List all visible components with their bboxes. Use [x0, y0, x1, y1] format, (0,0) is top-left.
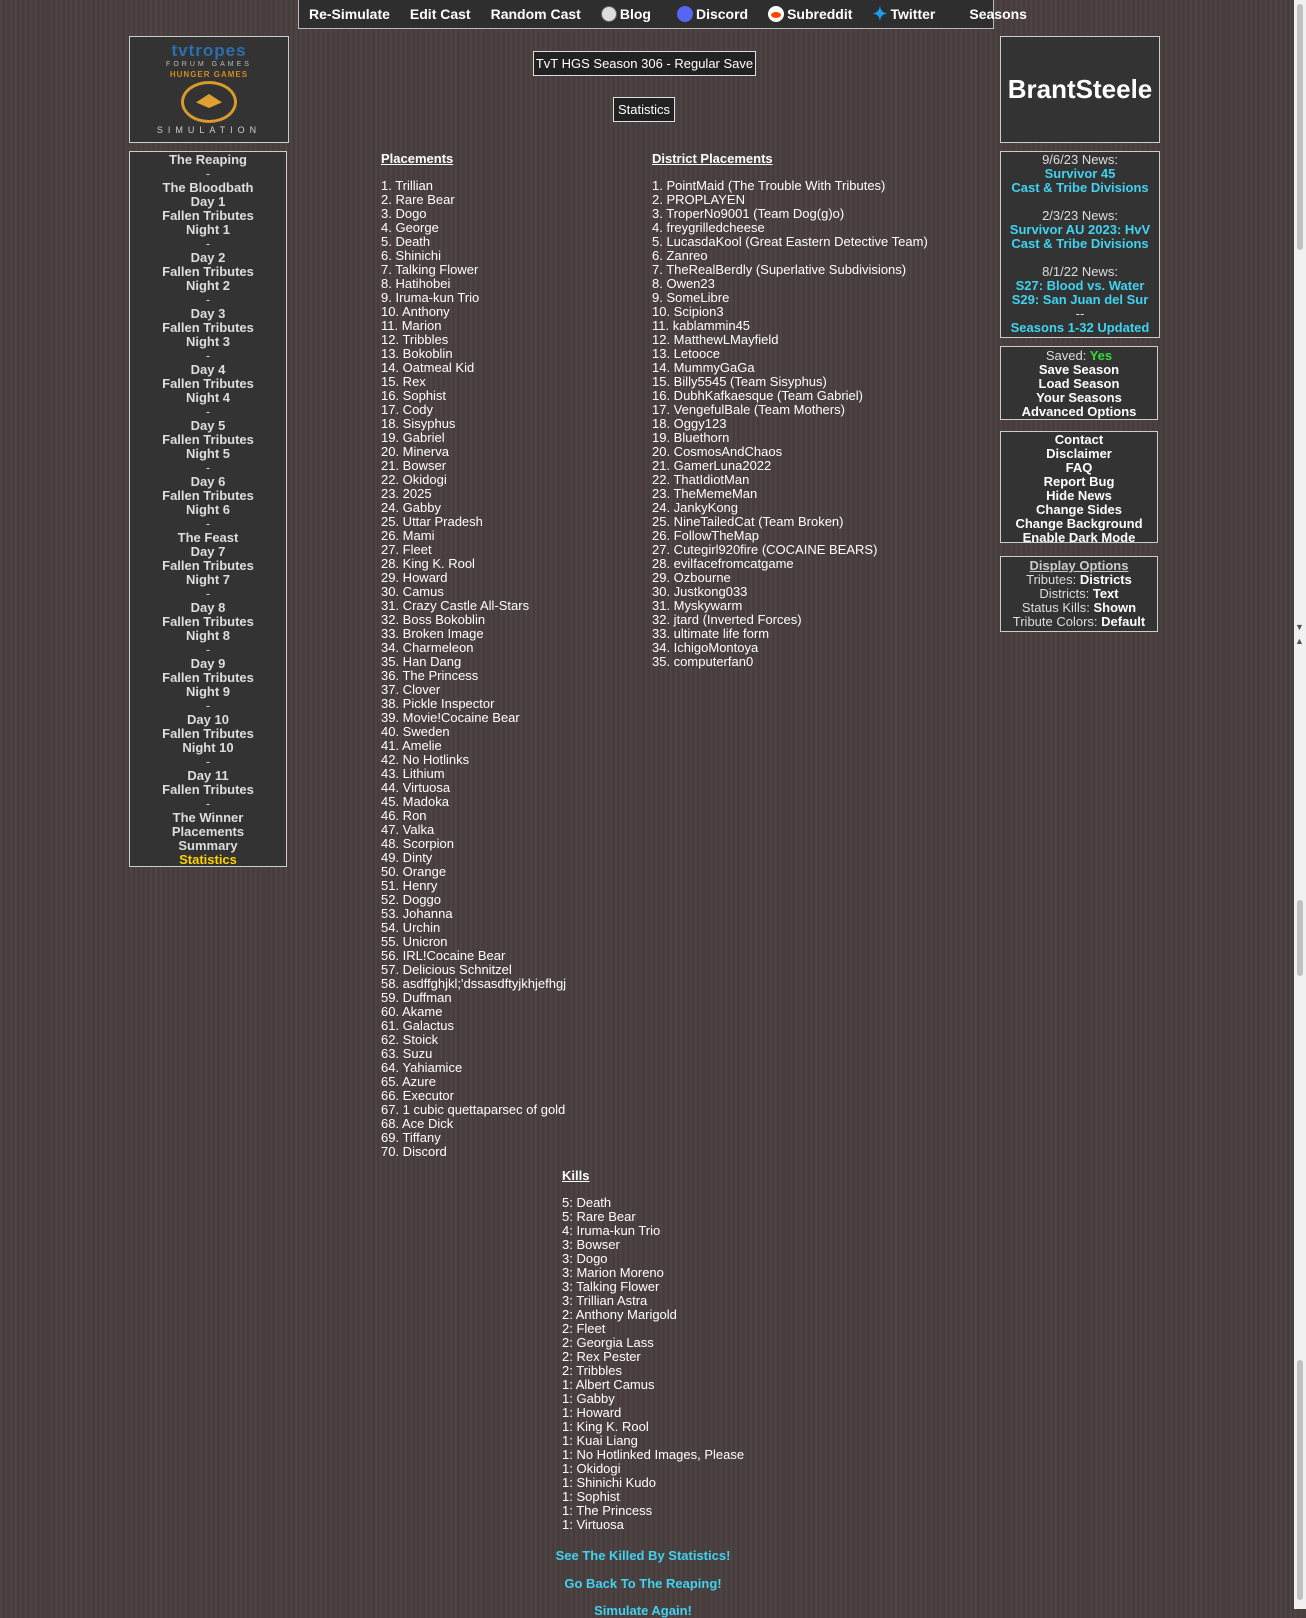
district-placement-item: 11. kablammin45: [652, 318, 751, 333]
kills-header: Kills: [562, 1168, 590, 1183]
display-option-key: Tributes:: [1026, 572, 1077, 587]
sidebar-item-fallen-tributes[interactable]: Fallen Tributes: [162, 432, 254, 447]
placement-item: 33. Broken Image: [381, 626, 484, 641]
re-simulate-link[interactable]: Re-Simulate: [309, 6, 390, 22]
news-link[interactable]: Cast & Tribe Divisions: [1011, 236, 1149, 251]
placement-item: 31. Crazy Castle All-Stars: [381, 598, 530, 613]
placement-item: 61. Galactus: [381, 1018, 454, 1033]
district-placement-item: 25. NineTailedCat (Team Broken): [652, 514, 844, 529]
display-option-value[interactable]: Shown: [1093, 600, 1137, 615]
misc-link-faq[interactable]: FAQ: [1065, 460, 1093, 475]
sidebar-separator: -: [205, 236, 211, 251]
kill-item: 3: Talking Flower: [562, 1279, 660, 1294]
sidebar-nav: [129, 151, 287, 867]
sidebar-item-day-9[interactable]: Day 9: [190, 656, 226, 671]
placement-item: 35. Han Dang: [381, 654, 462, 669]
kill-item: 3: Trillian Astra: [562, 1293, 648, 1308]
placement-item: 2. Rare Bear: [381, 192, 455, 207]
sidebar-item-night-5[interactable]: Night 5: [185, 446, 231, 461]
display-option-value[interactable]: Text: [1092, 586, 1119, 601]
placement-item: 39. Movie!Cocaine Bear: [381, 710, 520, 725]
kill-item: 1: Howard: [562, 1405, 622, 1420]
district-placement-item: 29. Ozbourne: [652, 570, 731, 585]
district-placement-item: 33. ultimate life form: [652, 626, 770, 641]
saved-status: [1001, 349, 1157, 363]
district-placement-item: 8. Owen23: [652, 276, 715, 291]
sidebar-separator: -: [205, 586, 211, 601]
district-placement-item: 20. CosmosAndChaos: [652, 444, 783, 459]
placement-item: 47. Valka: [381, 822, 435, 837]
scroll-up-arrow-icon[interactable]: ▲: [1295, 636, 1304, 646]
sidebar-separator: -: [205, 516, 211, 531]
district-placement-item: 23. TheMemeMan: [652, 486, 758, 501]
saved-value: Yes: [1089, 348, 1113, 363]
district-placement-item: 9. SomeLibre: [652, 290, 730, 305]
placement-item: 17. Cody: [381, 402, 434, 417]
district-placement-item: 19. Bluethorn: [652, 430, 730, 445]
news-link[interactable]: Survivor 45: [1044, 166, 1116, 181]
district-placement-item: 16. DubhKafkaesque (Team Gabriel): [652, 388, 864, 403]
sidebar-item-placements[interactable]: Placements: [171, 824, 245, 839]
placement-item: 56. IRL!Cocaine Bear: [381, 948, 506, 963]
sidebar-separator: -: [205, 166, 211, 181]
placements-list: [381, 179, 566, 1159]
district-placement-item: 12. MatthewLMayfield: [652, 332, 779, 347]
district-placement-item: 27. Cutegirl920fire (COCAINE BEARS): [652, 542, 878, 557]
display-option-row[interactable]: [1001, 601, 1157, 615]
placement-item: 10. Anthony: [381, 304, 450, 319]
sidebar-separator: -: [205, 754, 211, 769]
sidebar-item-day-10[interactable]: Day 10: [187, 712, 229, 727]
sidebar-item-night-1[interactable]: Night 1: [185, 222, 231, 237]
sidebar-item-summary[interactable]: Summary: [178, 838, 238, 853]
news-date: 8/1/22 News:: [1042, 264, 1118, 279]
misc-panel: [1000, 431, 1158, 543]
district-placement-item: 13. Letooce: [652, 346, 720, 361]
kill-item: 3: Dogo: [562, 1251, 608, 1266]
kill-item: 4: Iruma-kun Trio: [562, 1223, 661, 1238]
district-placement-item: 4. freygrilledcheese: [652, 220, 765, 235]
placement-item: 14. Oatmeal Kid: [381, 360, 475, 375]
placement-item: 69. Tiffany: [381, 1130, 441, 1145]
sidebar-item-day-5[interactable]: Day 5: [190, 418, 226, 433]
sidebar-item-day-2[interactable]: Day 2: [190, 250, 226, 265]
seasons-link[interactable]: Seasons: [969, 6, 1027, 22]
sidebar-separator: -: [205, 642, 211, 657]
misc-link-enable-dark-mode[interactable]: Enable Dark Mode: [1022, 530, 1136, 545]
kill-item: 2: Fleet: [562, 1321, 606, 1336]
district-placement-item: 28. evilfacefromcatgame: [652, 556, 794, 571]
placement-item: 11. Marion: [381, 318, 442, 333]
sidebar-item-fallen-tributes[interactable]: Fallen Tributes: [162, 670, 254, 685]
placement-item: 60. Akame: [381, 1004, 443, 1019]
placement-item: 44. Virtuosa: [381, 780, 451, 795]
kill-item: 2: Anthony Marigold: [562, 1307, 677, 1322]
placement-item: 67. 1 cubic quettaparsec of gold: [381, 1102, 566, 1117]
placement-item: 66. Executor: [381, 1088, 454, 1103]
district-placement-item: 10. Scipion3: [652, 304, 724, 319]
district-placement-item: 1. PointMaid (The Trouble With Tributes): [652, 178, 886, 193]
placement-item: 68. Ace Dick: [381, 1116, 454, 1131]
blog-link[interactable]: [591, 6, 661, 22]
sidebar-item-fallen-tributes[interactable]: Fallen Tributes: [162, 320, 254, 335]
display-option-value[interactable]: Districts: [1079, 572, 1132, 587]
sidebar-item-day-7[interactable]: Day 7: [190, 544, 226, 559]
twitter-icon: ✦: [872, 4, 888, 24]
placement-item: 52. Doggo: [381, 892, 441, 907]
kill-item: 1: Okidogi: [562, 1461, 621, 1476]
placement-item: 6. Shinichi: [381, 248, 441, 263]
logo-tvtropes: tvtropes: [171, 41, 247, 60]
edit-cast-link[interactable]: Edit Cast: [409, 6, 471, 22]
news-link[interactable]: S29: San Juan del Sur: [1011, 292, 1149, 307]
placement-item: 21. Bowser: [381, 458, 447, 473]
site-logo[interactable]: [129, 36, 289, 143]
placement-item: 49. Dinty: [381, 850, 433, 865]
placement-item: 64. Yahiamice: [381, 1060, 463, 1075]
display-option-row[interactable]: [1001, 615, 1157, 629]
kill-item: 1: The Princess: [562, 1503, 653, 1518]
placement-item: 37. Clover: [381, 682, 441, 697]
blog-icon: [601, 6, 617, 22]
placement-item: 41. Amelie: [381, 738, 442, 753]
killed-by-stats-link[interactable]: See The Killed By Statistics!: [555, 1548, 731, 1563]
district-placement-item: 7. TheRealBerdly (Superlative Subdivisions): [652, 262, 907, 277]
district-placement-item: 34. IchigoMontoya: [652, 640, 759, 655]
placement-item: 62. Stoick: [381, 1032, 439, 1047]
placements-header: Placements: [381, 151, 454, 166]
sidebar-item-night-2[interactable]: Night 2: [185, 278, 231, 293]
sidebar-item-fallen-tributes[interactable]: Fallen Tributes: [162, 558, 254, 573]
placement-item: 13. Bokoblin: [381, 346, 453, 361]
placement-item: 34. Charmeleon: [381, 640, 474, 655]
placement-item: 50. Orange: [381, 864, 447, 879]
display-options-panel: [1000, 556, 1158, 632]
news-panel: [1000, 151, 1160, 338]
placement-item: 23. 2025: [381, 486, 432, 501]
sidebar-separator: -: [205, 460, 211, 475]
sidebar-separator: -: [205, 404, 211, 419]
page-scrollbar[interactable]: [1294, 0, 1306, 1609]
sidebar-separator: -: [205, 698, 211, 713]
placement-item: 65. Azure: [381, 1074, 436, 1089]
district-placements-header: District Placements: [652, 151, 773, 166]
kill-item: 1: Sophist: [562, 1489, 620, 1504]
statistics-label: Statistics: [613, 97, 675, 122]
placement-item: 3. Dogo: [381, 206, 427, 221]
news-date: 9/6/23 News:: [1042, 152, 1118, 167]
placement-item: 5. Death: [381, 234, 431, 249]
district-placement-item: 32. jtard (Inverted Forces): [652, 612, 802, 627]
logo-simulation: SIMULATION: [156, 125, 262, 135]
sidebar-item-the-reaping[interactable]: The Reaping: [168, 152, 247, 167]
sidebar-item-statistics[interactable]: Statistics: [179, 852, 237, 867]
sidebar-separator: -: [205, 348, 211, 363]
placement-item: 12. Tribbles: [381, 332, 449, 347]
sidebar-item-day-8[interactable]: Day 8: [190, 600, 226, 615]
sidebar-item-day-3[interactable]: Day 3: [190, 306, 226, 321]
news-link[interactable]: Cast & Tribe Divisions: [1011, 180, 1149, 195]
placement-item: 30. Camus: [381, 584, 444, 599]
district-placement-item: 5. LucasdaKool (Great Eastern Detective Team): [652, 234, 928, 249]
logo-forum-games: FORUM GAMES: [166, 61, 252, 68]
misc-link-hide-news[interactable]: Hide News: [1046, 488, 1112, 503]
logo-hunger-games: HUNGER GAMES: [169, 70, 249, 79]
placement-item: 48. Scorpion: [381, 836, 454, 851]
twitter-label: Twitter: [890, 6, 936, 22]
district-placement-item: 24. JankyKong: [652, 500, 739, 515]
district-placement-item: 18. Oggy123: [652, 416, 727, 431]
sidebar-item-night-7[interactable]: Night 7: [185, 572, 231, 587]
placement-item: 36. The Princess: [381, 668, 479, 683]
sidebar-item-day-6[interactable]: Day 6: [190, 474, 226, 489]
saved-label: Saved:: [1045, 348, 1087, 363]
misc-link-change-sides[interactable]: Change Sides: [1036, 502, 1122, 517]
display-option-row[interactable]: [1001, 573, 1157, 587]
district-placement-item: 35. computerfan0: [652, 654, 754, 669]
kill-item: 2: Rex Pester: [562, 1349, 641, 1364]
display-option-key: Status Kills:: [1021, 600, 1090, 615]
misc-link-change-background[interactable]: Change Background: [1015, 516, 1143, 531]
discord-link[interactable]: [667, 6, 758, 22]
sidebar-item-day-1[interactable]: Day 1: [190, 194, 226, 209]
sidebar-item-day-4[interactable]: Day 4: [190, 362, 226, 377]
district-placement-item: 21. GamerLuna2022: [652, 458, 772, 473]
display-option-value[interactable]: Default: [1101, 614, 1146, 629]
misc-link-contact[interactable]: Contact: [1054, 432, 1104, 447]
placement-item: 51. Henry: [381, 878, 438, 893]
blog-label: Blog: [619, 6, 651, 22]
kills-list: [562, 1196, 744, 1532]
placement-item: 27. Fleet: [381, 542, 432, 557]
mockingjay-icon: [181, 81, 237, 123]
kill-item: 2: Tribbles: [562, 1363, 622, 1378]
news-link[interactable]: Seasons 1-32 Updated: [1010, 320, 1150, 335]
back-to-reaping-link[interactable]: Go Back To The Reaping!: [564, 1576, 722, 1591]
placement-item: 59. Duffman: [381, 990, 452, 1005]
placement-item: 19. Gabriel: [381, 430, 445, 445]
sidebar-item-fallen-tributes[interactable]: Fallen Tributes: [162, 614, 254, 629]
placement-item: 55. Unicron: [381, 934, 448, 949]
placement-item: 54. Urchin: [381, 920, 441, 935]
placement-item: 29. Howard: [381, 570, 448, 585]
kill-item: 5: Death: [562, 1195, 612, 1210]
placement-item: 1. Trillian: [381, 178, 434, 193]
placement-item: 53. Johanna: [381, 906, 453, 921]
load-season-link[interactable]: Load Season: [1038, 376, 1120, 391]
kill-item: 5: Rare Bear: [562, 1209, 636, 1224]
random-cast-link[interactable]: Random Cast: [490, 6, 581, 22]
district-placement-item: 26. FollowTheMap: [652, 528, 759, 543]
placement-item: 9. Iruma-kun Trio: [381, 290, 480, 305]
kill-item: 1: Shinichi Kudo: [562, 1475, 656, 1490]
district-placements-list: [652, 179, 928, 669]
placement-item: 45. Madoka: [381, 794, 449, 809]
placement-item: 16. Sophist: [381, 388, 447, 403]
sidebar-item-fallen-tributes[interactable]: Fallen Tributes: [162, 726, 254, 741]
discord-icon: [677, 6, 693, 22]
district-placement-item: 31. Myskywarm: [652, 598, 743, 613]
placement-item: 18. Sisyphus: [381, 416, 456, 431]
district-placement-item: 22. ThatIdiotMan: [652, 472, 750, 487]
news-link[interactable]: S27: Blood vs. Water: [1015, 278, 1145, 293]
kill-item: 1: Kuai Liang: [562, 1433, 638, 1448]
advanced-options-link[interactable]: Advanced Options: [1021, 404, 1137, 419]
kill-item: 1: Albert Camus: [562, 1377, 655, 1392]
placement-item: 25. Uttar Pradesh: [381, 514, 483, 529]
placement-item: 43. Lithium: [381, 766, 445, 781]
brand-logo[interactable]: BrantSteele: [1000, 36, 1160, 143]
sidebar-item-fallen-tributes[interactable]: Fallen Tributes: [162, 376, 254, 391]
news-date: 2/3/23 News:: [1042, 208, 1118, 223]
district-placement-item: 17. VengefulBale (Team Mothers): [652, 402, 845, 417]
your-seasons-link[interactable]: Your Seasons: [1036, 390, 1122, 405]
placement-item: 57. Delicious Schnitzel: [381, 962, 512, 977]
display-option-row[interactable]: [1001, 587, 1157, 601]
placement-item: 7. Talking Flower: [381, 262, 479, 277]
placement-item: 28. King K. Rool: [381, 556, 475, 571]
sidebar-separator: -: [205, 796, 211, 811]
placement-item: 26. Mami: [381, 528, 435, 543]
top-nav: [298, 0, 1027, 29]
sidebar-item-night-8[interactable]: Night 8: [185, 628, 231, 643]
kill-item: 1: Gabby: [562, 1391, 615, 1406]
kill-item: 3: Bowser: [562, 1237, 620, 1252]
district-placement-item: 6. Zanreo: [652, 248, 708, 263]
placement-item: 63. Suzu: [381, 1046, 433, 1061]
reddit-icon: [768, 6, 784, 22]
placement-item: 38. Pickle Inspector: [381, 696, 495, 711]
placement-item: 70. Discord: [381, 1144, 447, 1159]
kill-item: 1: No Hotlinked Images, Please: [562, 1447, 745, 1462]
placement-item: 46. Ron: [381, 808, 427, 823]
subreddit-link[interactable]: [758, 6, 862, 22]
sidebar-item-night-10[interactable]: Night 10: [182, 740, 234, 755]
district-placement-item: 30. Justkong033: [652, 584, 748, 599]
discord-label: Discord: [695, 6, 749, 22]
scrollbar-thumb-2[interactable]: [1297, 900, 1303, 976]
placement-item: 15. Rex: [381, 374, 426, 389]
display-option-key: Tribute Colors:: [1012, 614, 1098, 629]
sidebar-item-the-winner[interactable]: The Winner: [172, 810, 244, 825]
sidebar-item-fallen-tributes[interactable]: Fallen Tributes: [162, 208, 254, 223]
kill-item: 3: Marion Moreno: [562, 1265, 664, 1280]
placement-item: 4. George: [381, 220, 439, 235]
scrollbar-thumb-3[interactable]: [1297, 1360, 1303, 1600]
placement-item: 20. Minerva: [381, 444, 449, 459]
placement-item: 8. Hatihobei: [381, 276, 451, 291]
sidebar-item-fallen-tributes[interactable]: Fallen Tributes: [162, 488, 254, 503]
district-placement-item: 15. Billy5545 (Team Sisyphus): [652, 374, 827, 389]
save-panel: [1000, 346, 1158, 420]
display-option-key: Districts:: [1039, 586, 1090, 601]
sidebar-item-fallen-tributes[interactable]: Fallen Tributes: [162, 264, 254, 279]
kill-item: 1: Virtuosa: [562, 1517, 624, 1532]
sidebar-item-the-feast[interactable]: The Feast: [177, 530, 239, 545]
placement-item: 32. Boss Bokoblin: [381, 612, 486, 627]
kill-item: 1: King K. Rool: [562, 1419, 649, 1434]
display-options-header[interactable]: Display Options: [1029, 558, 1129, 573]
placement-item: 24. Gabby: [381, 500, 441, 515]
page-title: TvT HGS Season 306 - Regular Save: [533, 51, 756, 76]
placement-item: 58. asdffghjkl;'dssasdftyjkhjefhgj: [381, 976, 567, 991]
scroll-down-arrow-icon[interactable]: ▼: [1295, 622, 1304, 632]
placement-item: 22. Okidogi: [381, 472, 447, 487]
save-season-link[interactable]: Save Season: [1038, 362, 1120, 377]
sidebar-item-night-4[interactable]: Night 4: [185, 390, 231, 405]
news-date: --: [1075, 306, 1085, 321]
district-placement-item: 3. TroperNo9001 (Team Dog(g)o): [652, 206, 845, 221]
sidebar-item-day-11[interactable]: Day 11: [187, 768, 229, 783]
simulate-again-link[interactable]: Simulate Again!: [594, 1603, 692, 1618]
district-placement-item: 14. MummyGaGa: [652, 360, 755, 375]
misc-link-report-bug[interactable]: Report Bug: [1043, 474, 1115, 489]
scrollbar-thumb[interactable]: [1297, 4, 1303, 250]
sidebar-item-the-bloodbath[interactable]: The Bloodbath: [162, 180, 254, 195]
sidebar-separator: -: [205, 292, 211, 307]
subreddit-label: Subreddit: [787, 6, 853, 22]
placement-item: 42. No Hotlinks: [381, 752, 470, 767]
kill-item: 2: Georgia Lass: [562, 1335, 654, 1350]
sidebar-item-night-6[interactable]: Night 6: [185, 502, 231, 517]
placement-item: 40. Sweden: [381, 724, 450, 739]
misc-link-disclaimer[interactable]: Disclaimer: [1046, 446, 1112, 461]
news-link[interactable]: Survivor AU 2023: HvV: [1009, 222, 1151, 237]
sidebar-item-fallen-tributes[interactable]: Fallen Tributes: [162, 782, 254, 797]
sidebar-item-night-9[interactable]: Night 9: [185, 684, 231, 699]
district-placement-item: 2. PROPLAYEN: [652, 192, 745, 207]
twitter-link[interactable]: [862, 6, 945, 22]
sidebar-item-night-3[interactable]: Night 3: [185, 334, 231, 349]
